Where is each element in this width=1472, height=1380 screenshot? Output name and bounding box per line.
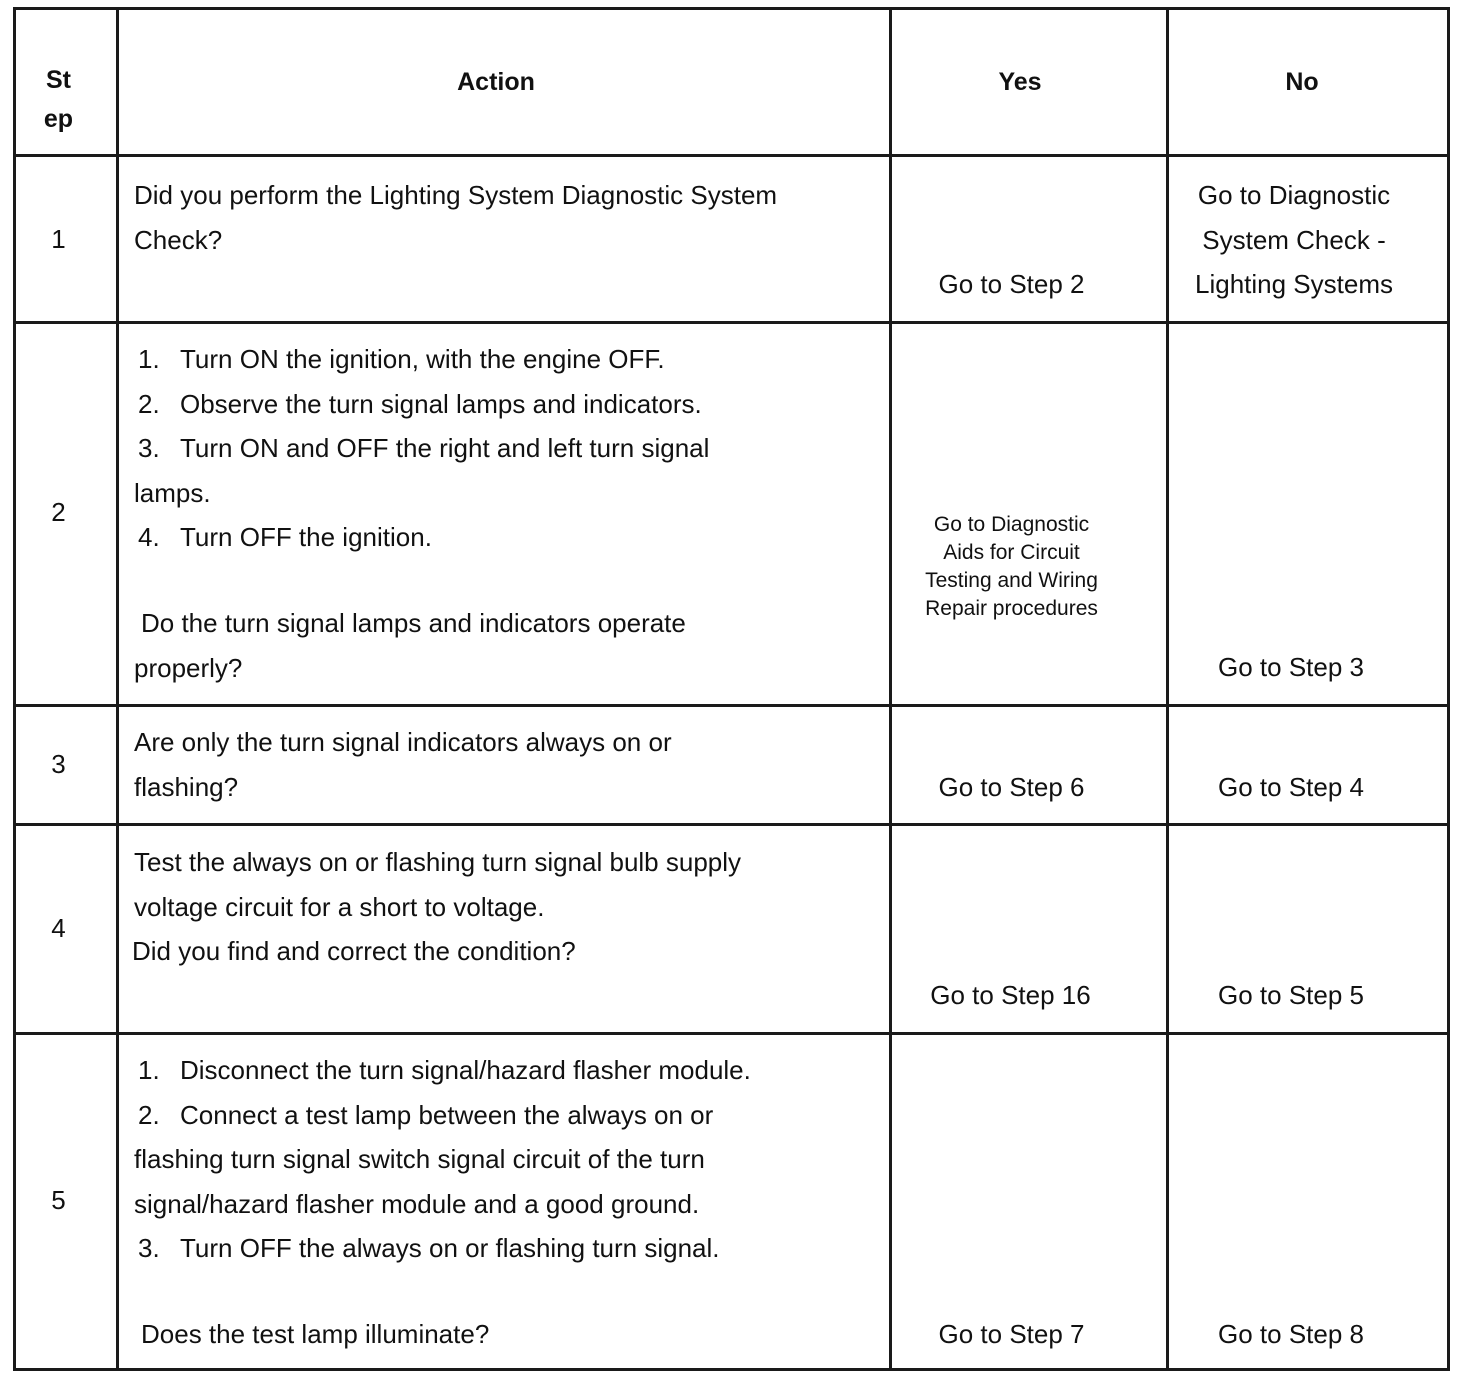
- row-divider: [16, 704, 1447, 707]
- list-item: [134, 426, 874, 471]
- list-text: Turn ON the ignition, with the engine OFF.: [180, 344, 665, 374]
- no-result: Go to Step 4: [1218, 772, 1364, 802]
- list-text: Disconnect the turn signal/hazard flasher module.: [180, 1055, 751, 1085]
- yes-result-line: Repair procedures: [925, 597, 1098, 620]
- action-line: Test the always on or flashing turn signal bulb supply: [134, 847, 742, 877]
- action-text: [134, 720, 874, 809]
- header-no: No: [1285, 68, 1319, 96]
- list-item: [134, 515, 874, 560]
- action-line: Check?: [134, 224, 223, 255]
- header-action: Action: [457, 68, 535, 96]
- list-item: [134, 382, 874, 427]
- yes-result: Go to Step 7: [938, 1319, 1085, 1349]
- list-number: 4.: [138, 522, 160, 552]
- list-text: Observe the turn signal lamps and indicators.: [180, 388, 702, 419]
- yes-result-line: Go to Diagnostic: [933, 513, 1090, 536]
- list-number: 1.: [138, 1055, 160, 1085]
- step-number: 3: [51, 749, 66, 779]
- yes-result-line: Aids for Circuit: [943, 541, 1080, 564]
- question-line: Do the turn signal lamps and indicators operate: [141, 608, 686, 638]
- list-text: Turn OFF the always on or flashing turn signal.: [180, 1233, 720, 1263]
- header-step: [16, 61, 101, 139]
- action-text: [134, 337, 874, 560]
- header-step-line1: St: [46, 66, 71, 94]
- list-continuation: signal/hazard flasher module and a good ground.: [134, 1188, 700, 1219]
- no-result-line: Go to Diagnostic: [1197, 180, 1391, 210]
- column-divider: [889, 10, 892, 1368]
- list-continuation: lamps.: [134, 477, 211, 508]
- action-line: Did you perform the Lighting System Diagnostic System: [134, 180, 778, 210]
- list-item: [134, 1093, 874, 1138]
- no-result: [1166, 173, 1422, 307]
- no-result-line: Lighting Systems: [1195, 269, 1393, 299]
- row-divider: [16, 1032, 1447, 1035]
- question-text: Does the test lamp illuminate?: [141, 1319, 490, 1349]
- header-yes: Yes: [998, 68, 1042, 96]
- list-item: [134, 1048, 874, 1093]
- list-number: 1.: [138, 344, 160, 374]
- yes-result-line: Testing and Wiring: [925, 569, 1098, 592]
- question-text: [134, 601, 874, 690]
- action-line: Did you find and correct the condition?: [132, 936, 576, 966]
- list-item: [134, 1226, 874, 1271]
- action-text: [134, 840, 874, 974]
- action-line: flashing?: [134, 771, 239, 802]
- no-result: Go to Step 3: [1218, 652, 1364, 682]
- yes-result: Go to Step 2: [938, 269, 1085, 299]
- list-text: Connect a test lamp between the always on or: [180, 1099, 714, 1130]
- action-line: voltage circuit for a short to voltage.: [134, 891, 545, 922]
- action-text: [134, 1048, 874, 1271]
- action-line: Are only the turn signal indicators always on or: [134, 727, 672, 757]
- yes-result: Go to Step 16: [930, 980, 1091, 1010]
- step-number: 1: [51, 224, 66, 254]
- column-divider: [116, 10, 119, 1368]
- no-result-line: System Check -: [1202, 224, 1386, 255]
- list-number: 2.: [138, 1099, 160, 1130]
- step-number: 5: [51, 1185, 66, 1215]
- step-number: 4: [51, 913, 66, 943]
- yes-result: Go to Step 6: [938, 772, 1085, 802]
- row-divider: [16, 321, 1447, 324]
- row-divider: [16, 154, 1447, 157]
- list-number: 2.: [138, 388, 160, 419]
- step-number: 2: [51, 497, 66, 527]
- list-number: 3.: [138, 1233, 160, 1263]
- action-text: [134, 173, 874, 262]
- list-continuation: flashing turn signal switch signal circuit of the turn: [134, 1144, 705, 1174]
- list-text: Turn OFF the ignition.: [180, 522, 432, 552]
- no-result: Go to Step 5: [1218, 980, 1364, 1010]
- list-number: 3.: [138, 433, 160, 463]
- list-text: Turn ON and OFF the right and left turn signal: [180, 433, 710, 463]
- header-step-line2: ep: [43, 105, 74, 133]
- yes-result: [889, 511, 1134, 623]
- row-divider: [16, 823, 1447, 826]
- list-item: [134, 337, 874, 382]
- question-line: properly?: [134, 652, 243, 683]
- no-result: Go to Step 8: [1218, 1319, 1364, 1349]
